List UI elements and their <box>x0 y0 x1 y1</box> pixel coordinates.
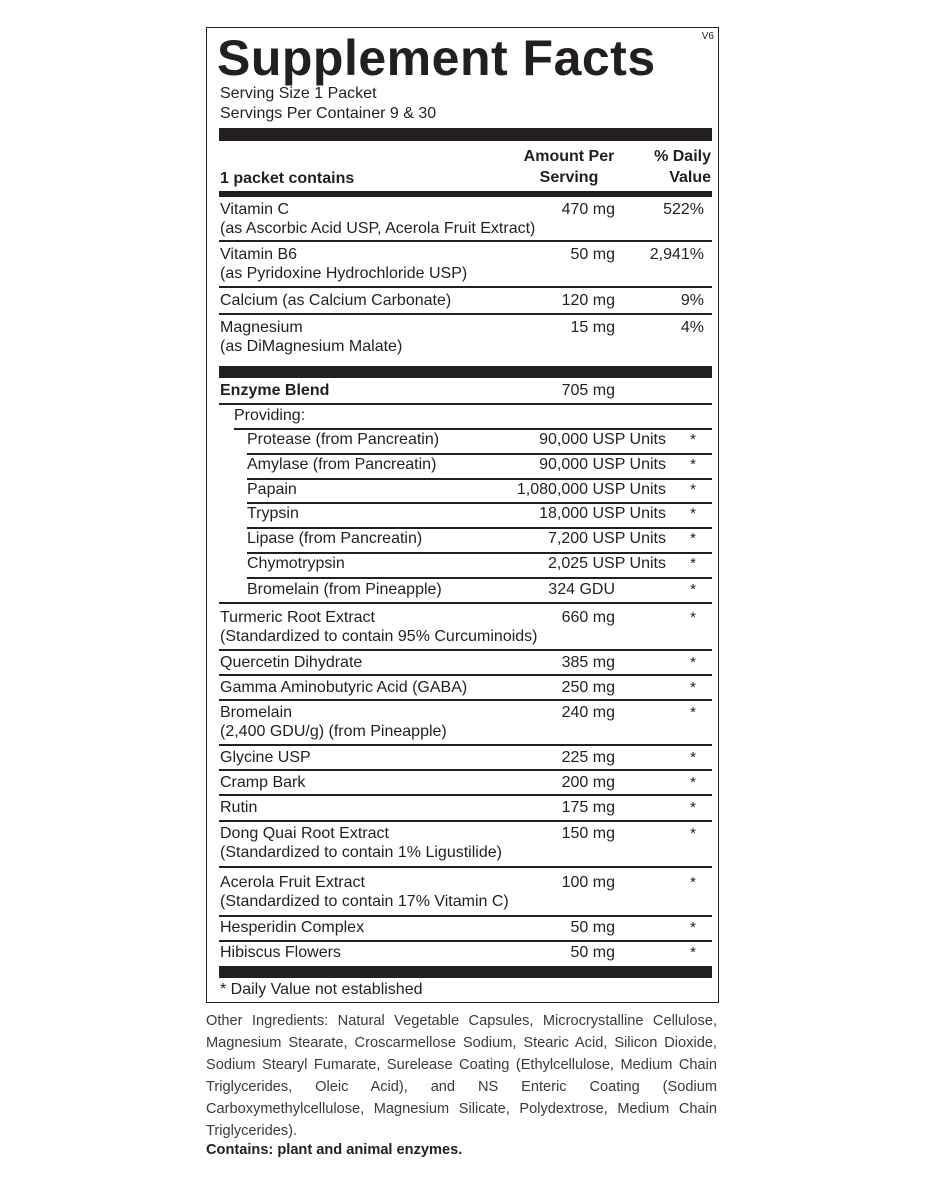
ingredient-name: Gamma Aminobutyric Acid (GABA) <box>220 679 468 696</box>
ingredient-amount: 100 mg <box>561 874 615 891</box>
nutrient-table <box>207 28 718 1002</box>
ingredient-daily-value: * <box>690 481 696 498</box>
ingredient-source: (as Ascorbic Acid USP, Acerola Fruit Extract) <box>220 220 536 237</box>
servings-per-container: Servings Per Container 9 & 30 <box>220 105 437 122</box>
ingredient-name: Chymotrypsin <box>247 555 345 572</box>
ingredient-amount: 150 mg <box>561 825 615 842</box>
row-divider <box>219 866 712 868</box>
ingredient-name: Enzyme Blend <box>220 382 330 399</box>
ingredient-name: Trypsin <box>247 505 299 522</box>
ingredient-amount: 385 mg <box>561 654 615 671</box>
ingredient-name: Bromelain (2,400 GDU/g) (from Pineapple) <box>220 704 447 740</box>
ingredient-name: Bromelain (from Pineapple) <box>247 581 442 598</box>
ingredient-source: (Standardized to contain 1% Ligustilide) <box>220 844 502 861</box>
ingredient-daily-value: * <box>690 609 696 626</box>
panel-title: Supplement Facts <box>217 30 656 86</box>
ingredient-name: Glycine USP <box>220 749 311 766</box>
ingredient-name: Papain <box>247 481 297 498</box>
ingredient-name: Providing: <box>234 407 306 424</box>
ingredient-daily-value: * <box>690 774 696 791</box>
ingredient-daily-value: * <box>690 581 696 598</box>
allergen-statement: Contains: plant and animal enzymes. <box>206 1142 463 1158</box>
ingredient-name: Amylase (from Pancreatin) <box>247 456 437 473</box>
thick-divider <box>219 966 712 978</box>
ingredient-amount: 225 mg <box>561 749 615 766</box>
ingredient-name: Quercetin Dihydrate <box>220 654 363 671</box>
ingredient-name: Magnesium (as DiMagnesium Malate) <box>220 319 403 355</box>
ingredient-amount: 660 mg <box>561 609 615 626</box>
ingredient-daily-value: 4% <box>680 319 704 336</box>
ingredient-amount: 175 mg <box>561 799 615 816</box>
row-divider <box>219 744 712 746</box>
ingredient-amount: 50 mg <box>570 944 615 961</box>
row-divider <box>219 820 712 822</box>
ingredient-daily-value: * <box>690 679 696 696</box>
ingredient-daily-value: * <box>690 919 696 936</box>
row-divider <box>219 403 712 405</box>
ingredient-amount: 240 mg <box>561 704 615 721</box>
supplement-facts-panel <box>206 27 719 1003</box>
ingredient-daily-value: * <box>690 749 696 766</box>
ingredient-name: Protease (from Pancreatin) <box>247 431 440 448</box>
ingredient-amount: 7,200 USP Units <box>548 530 666 547</box>
ingredient-amount: 90,000 USP Units <box>539 431 666 448</box>
ingredient-daily-value: * <box>690 555 696 572</box>
row-divider <box>219 240 712 242</box>
ingredient-name: Dong Quai Root Extract (Standardized to contain 1% Ligustilide) <box>220 825 502 861</box>
row-divider <box>219 286 712 288</box>
row-divider <box>219 674 712 676</box>
ingredient-amount: 18,000 USP Units <box>539 505 666 522</box>
serving-size: Serving Size 1 Packet <box>220 85 377 102</box>
footnote: * Daily Value not established <box>220 981 423 998</box>
ingredient-source: (Standardized to contain 95% Curcuminoids) <box>220 628 538 645</box>
ingredient-source: (as DiMagnesium Malate) <box>220 338 403 355</box>
ingredient-name: Turmeric Root Extract (Standardized to contain 95% Curcuminoids) <box>220 609 538 645</box>
ingredient-name: Acerola Fruit Extract (Standardized to contain 17% Vitamin C) <box>220 874 509 910</box>
row-divider <box>219 313 712 315</box>
ingredient-source: (Standardized to contain 17% Vitamin C) <box>220 893 509 910</box>
ingredient-amount: 2,025 USP Units <box>548 555 666 572</box>
row-divider <box>219 915 712 917</box>
ingredient-daily-value: * <box>690 874 696 891</box>
ingredient-amount: 50 mg <box>570 919 615 936</box>
ingredient-amount: 15 mg <box>570 319 615 336</box>
ingredient-daily-value: * <box>690 431 696 448</box>
header-daily-value: % Daily Value <box>654 148 711 186</box>
thick-divider <box>219 366 712 378</box>
ingredient-source: (2,400 GDU/g) (from Pineapple) <box>220 723 447 740</box>
ingredient-name: Hesperidin Complex <box>220 919 365 936</box>
row-divider <box>219 794 712 796</box>
ingredient-daily-value: * <box>690 944 696 961</box>
ingredient-amount: 120 mg <box>561 292 615 309</box>
row-divider <box>219 649 712 651</box>
ingredient-amount: 470 mg <box>561 201 615 218</box>
ingredient-amount: 50 mg <box>570 246 615 263</box>
row-divider <box>219 699 712 701</box>
row-divider <box>219 602 712 604</box>
ingredient-amount: 250 mg <box>561 679 615 696</box>
ingredient-daily-value: * <box>690 456 696 473</box>
row-divider <box>247 577 712 579</box>
ingredient-amount: 324 GDU <box>548 581 615 598</box>
other-ingredients: Other Ingredients: Natural Vegetable Capsules, Microcrystalline Cellulose, Magnesium Stearate, Croscarmellose Sodium, Stearic Acid, Silicon Dioxide, Sodium Stearyl Fumarate, Surelease Coating (Ethylcellulose, Medium Chain Triglycerides, Oleic Acid), and NS Enteric Coating (Sodium Carboxymethylcellulose, Magnesium Silicate, Polydextrose, Medium Chain Triglycerides). <box>206 1013 717 1139</box>
ingredient-amount: 1,080,000 USP Units <box>516 481 666 498</box>
ingredient-name: Cramp Bark <box>220 774 306 791</box>
ingredient-name: Lipase (from Pancreatin) <box>247 530 423 547</box>
version-code: V6 <box>701 31 714 42</box>
ingredient-daily-value: * <box>690 654 696 671</box>
ingredient-name: Vitamin B6 (as Pyridoxine Hydrochloride USP) <box>220 246 468 282</box>
ingredient-name: Rutin <box>220 799 258 816</box>
ingredient-daily-value: * <box>690 505 696 522</box>
row-divider <box>219 940 712 942</box>
row-divider <box>219 769 712 771</box>
ingredient-name: Vitamin C (as Ascorbic Acid USP, Acerola Fruit Extract) <box>220 201 536 237</box>
ingredient-source: (as Pyridoxine Hydrochloride USP) <box>220 265 468 282</box>
ingredient-daily-value: * <box>690 825 696 842</box>
ingredient-daily-value: * <box>690 704 696 721</box>
ingredient-name: Hibiscus Flowers <box>220 944 341 961</box>
header-amount: Amount Per Serving <box>523 148 615 186</box>
header-contains: 1 packet contains <box>220 170 355 187</box>
ingredient-amount: 705 mg <box>561 382 615 399</box>
ingredient-amount: 200 mg <box>561 774 615 791</box>
ingredient-daily-value: * <box>690 530 696 547</box>
ingredient-daily-value: 2,941% <box>649 246 704 263</box>
ingredient-amount: 90,000 USP Units <box>539 456 666 473</box>
ingredient-daily-value: 522% <box>663 201 704 218</box>
ingredient-daily-value: * <box>690 799 696 816</box>
ingredient-name: Calcium (as Calcium Carbonate) <box>220 292 452 309</box>
ingredient-daily-value: 9% <box>680 292 704 309</box>
